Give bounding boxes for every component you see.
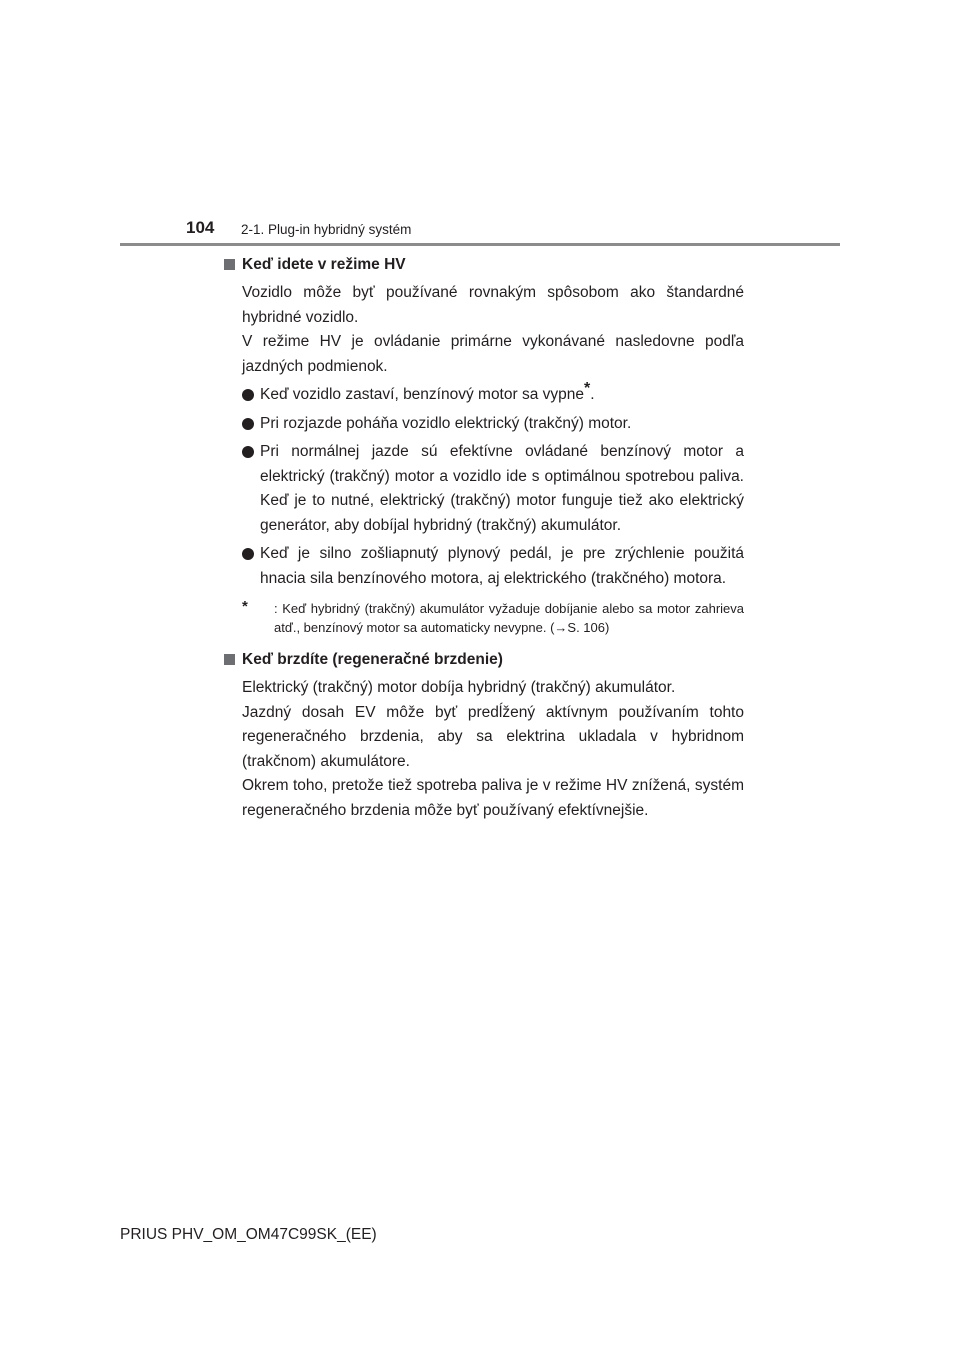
bullet-dot-icon [242,418,254,430]
heading-hv-mode-text: Keď idete v režime HV [242,256,406,273]
square-bullet-icon [224,259,235,270]
footnote [242,599,744,637]
footnote-mark: * [584,379,591,397]
list-item-end: . [590,386,595,403]
list-item-text: Keď je silno zošliapnutý plynový pedál, je pre zrýchlenie použitá hnacia sila benzínového motora, aj elektrického (trakčného) motora. [260,545,744,587]
list-item-text: Pri normálnej jazde sú efektívne ovládané benzínový motor a elektrický (trakčný) motor a vozidlo ide s optimálnou spotrebou paliva. Keď je to nutné, elektrický (trakčný) motor funguje tiež ako elektrický generátor, aby dobíjal hybridný (trakčný) akumulátor. [260,443,744,534]
page-content [224,252,744,823]
list-item-text: Pri rozjazde poháňa vozidlo elektrický (trakčný) motor. [260,414,632,432]
footer-doc-code: PRIUS PHV_OM_OM47C99SK_(EE) [120,1226,377,1243]
footnote-text: : Keď hybridný (trakčný) akumulátor vyžaduje dobíjanie alebo sa motor zahrieva atď., benzínový motor sa automaticky nevypne. ( [274,601,744,635]
page-reference-link[interactable]: S. 106) [567,620,610,635]
heading-braking-text: Keď brzdíte (regeneračné brzdenie) [242,651,503,668]
list-item [242,542,744,591]
list-item-text: Keď vozidlo zastaví, benzínový motor sa vypne [260,386,584,403]
bullet-dot-icon [242,389,254,401]
section-title: 2-1. Plug-in hybridný systém [241,222,412,237]
paragraph-text: V režime HV je ovládanie primárne vykonávané nasledovne podľa jazdných podmienok. [242,333,744,375]
paragraph-braking [224,676,744,823]
paragraph-hv-intro [224,281,744,379]
list-item [242,440,744,538]
list-item [242,412,744,437]
heading-braking [224,647,744,672]
paragraph-text: Jazdný dosah EV môže byť predĺžený aktívnym používaním tohto regeneračného brzdenia, aby sa elektrina ukladala v hybridnom (trakčnom) akumulátore. [242,703,744,770]
paragraph-text: Okrem toho, pretože tiež spotreba paliva je v režime HV znížená, systém regeneračného brzdenia môže byť používaný efektívnejšie. [242,777,744,819]
bullet-dot-icon [242,548,254,560]
square-bullet-icon [224,654,235,665]
heading-hv-mode [224,252,744,277]
footnote-asterisk: * [242,598,248,615]
paragraph-text: Vozidlo môže byť používané rovnakým spôsobom ako štandardné hybridné vozidlo. [242,284,744,326]
page-number: 104 [186,218,215,237]
bullet-dot-icon [242,446,254,458]
bullet-list-hv [224,379,744,591]
paragraph-text: Elektrický (trakčný) motor dobíja hybridný (trakčný) akumulátor. [242,679,676,696]
list-item [242,379,744,408]
arrow-right-icon: → [554,620,568,635]
header-rule [120,243,840,246]
